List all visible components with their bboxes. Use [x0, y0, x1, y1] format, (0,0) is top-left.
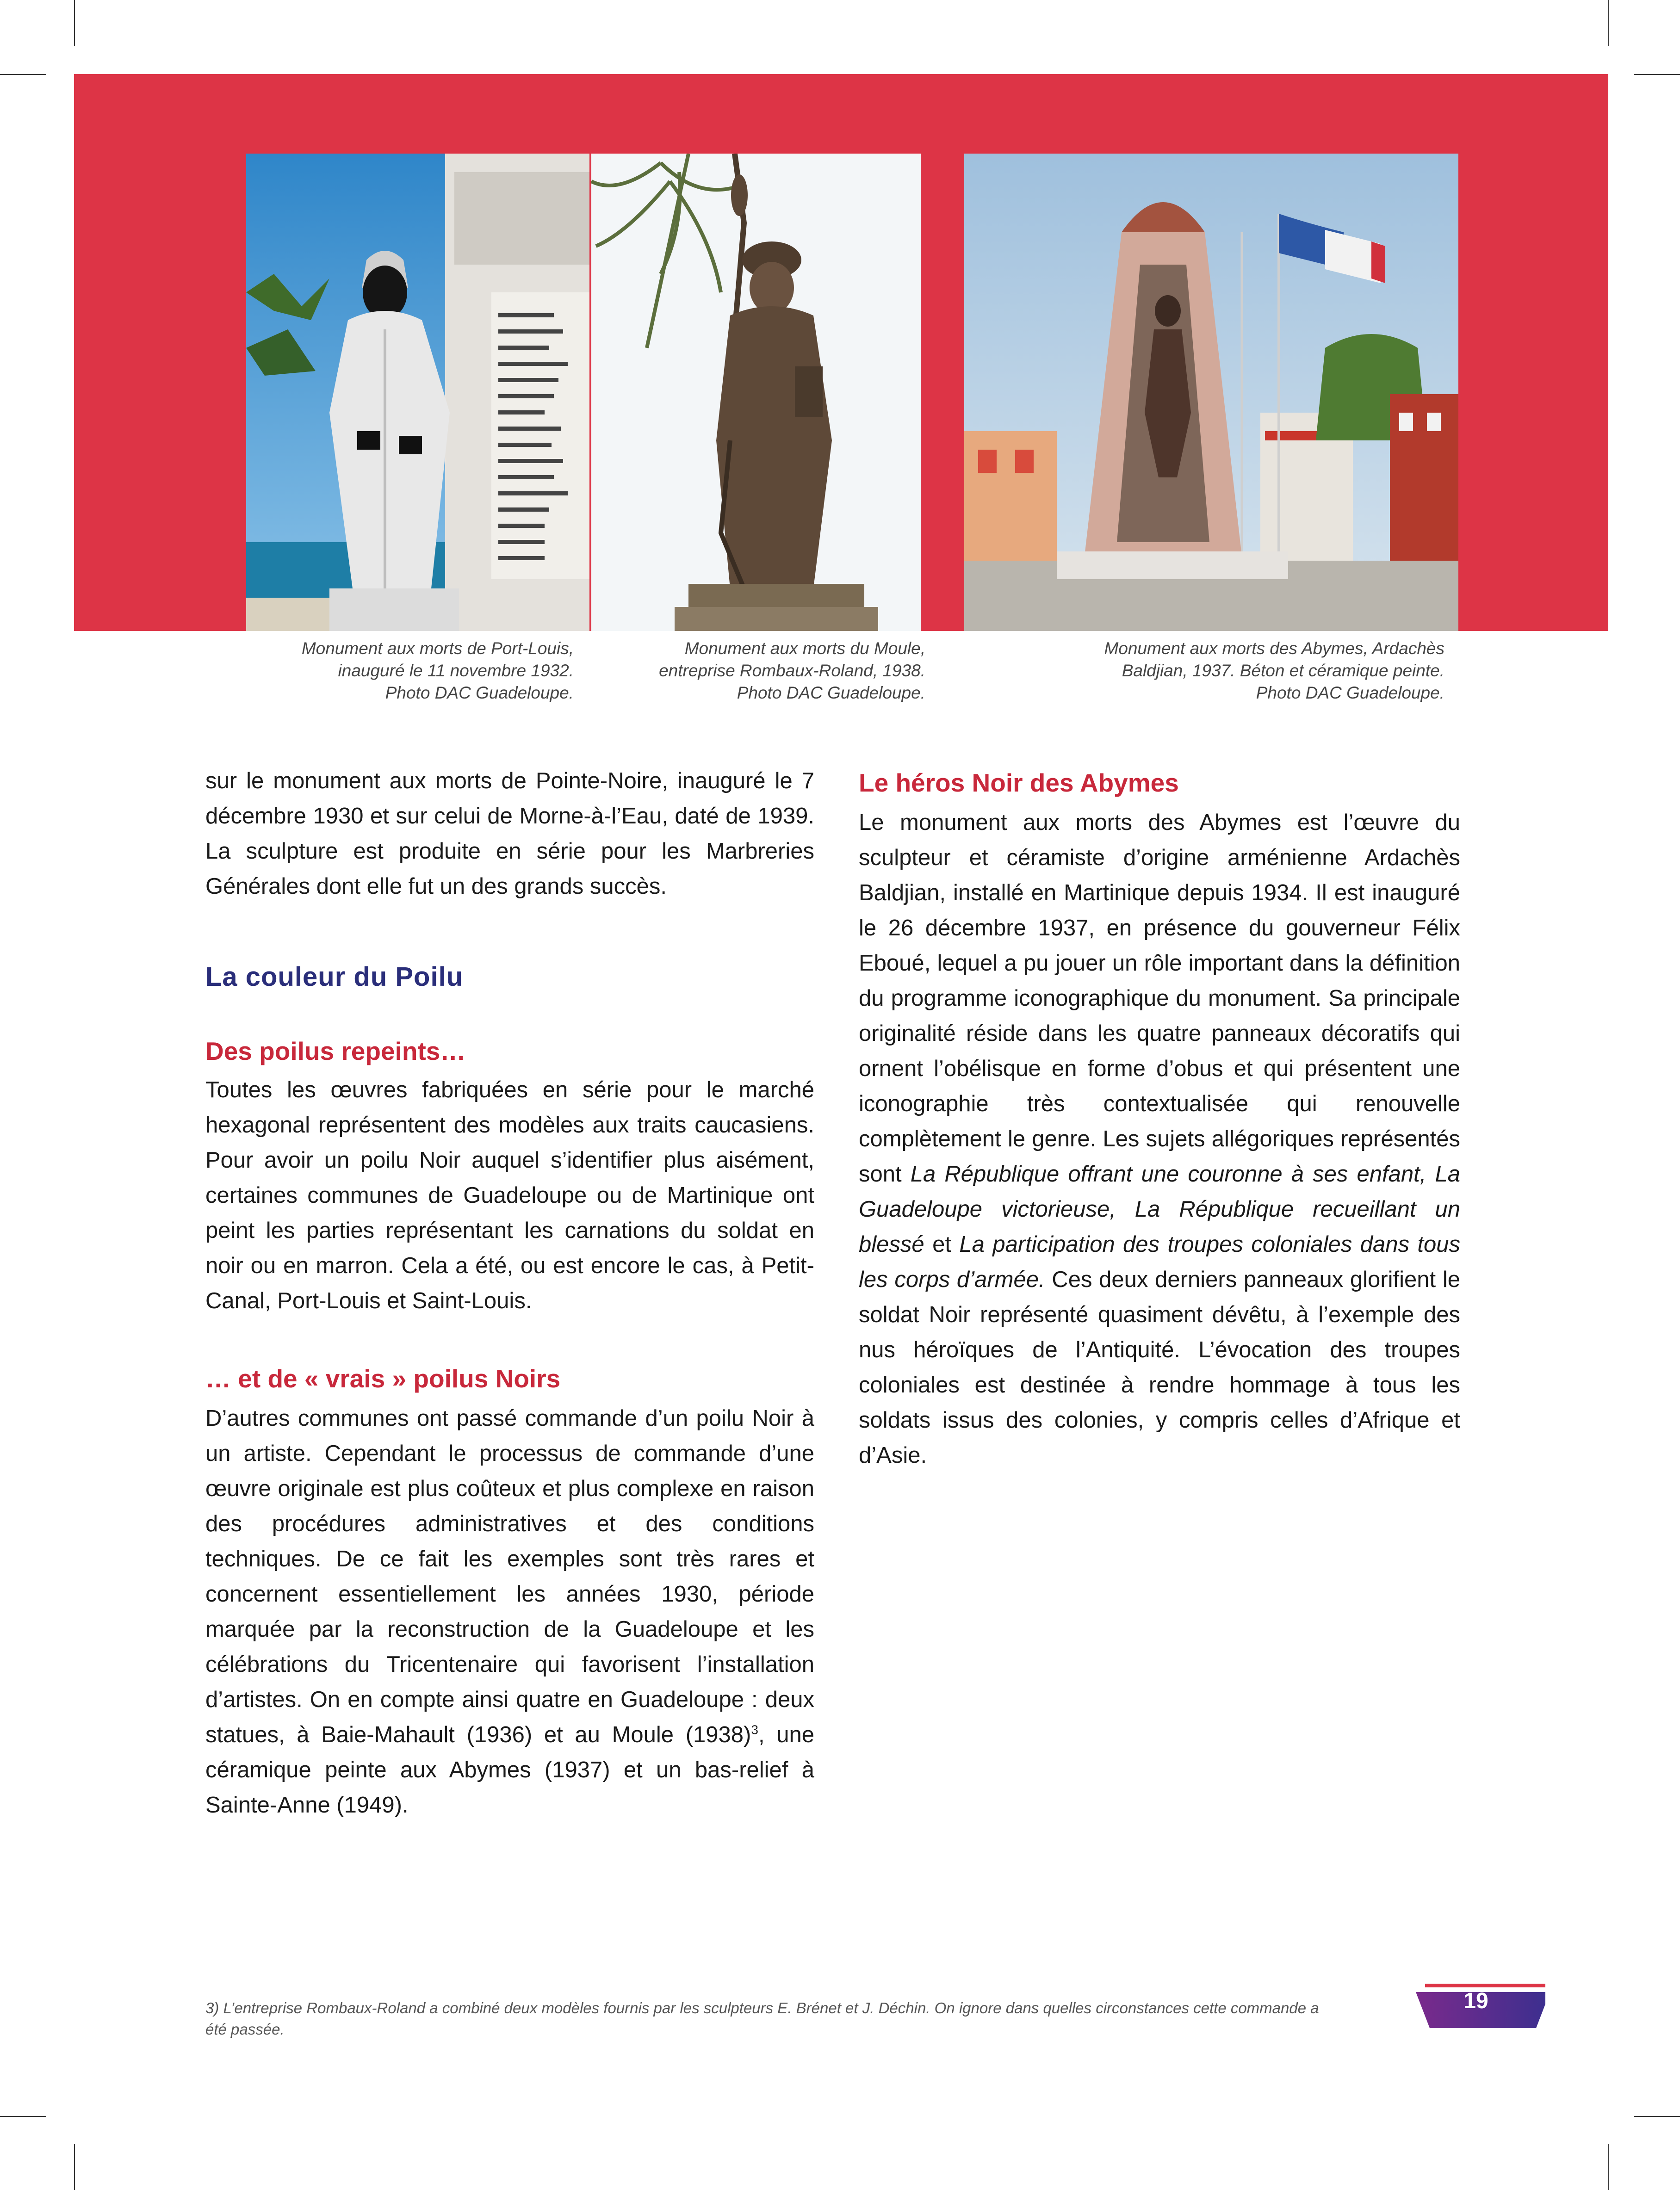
section-title: La couleur du Poilu	[205, 962, 464, 992]
photo-port-louis	[246, 154, 589, 631]
crop-mark	[1608, 0, 1609, 46]
photo-moule	[591, 154, 921, 631]
paragraph: Toutes les œuvres fabriquées en série pour le marché hexagonal représentent des modèles aux traits caucasiens. Pour avoir un poilu Noir auquel s’identifier plus aisément, certaines communes de Guadeloupe ou de Martinique ont peint les parties représentant les carnations du soldat en noir ou en marron. Cela a été, ou est encore le cas, à Petit-Canal, Port-Louis et Saint-Louis.	[205, 1077, 814, 1313]
subsection-text-repainted	[205, 1072, 814, 1318]
left-intro	[205, 763, 814, 904]
crop-mark	[1634, 74, 1680, 75]
caption-port-louis: Monument aux morts de Port-Louis, inauguré le 11 novembre 1932. Photo DAC Guadeloupe.	[301, 639, 574, 702]
paragraph: D’autres communes ont passé commande d’un poilu Noir à un artiste. Cependant le processus de commande d’une œuvre originale est plus coûteux et plus complexe en raison des procédures administratives et des conditions techniques. De ce fait les exemples sont très rares et concernent essentiellement les années 1930, période marquée par la reconstruction de la Guadeloupe et les célébrations du Tricentenaire qui favorisent l’installation d’artistes. On en compte ainsi quatre en Guadeloupe : deux statues, à Baie-Mahault (1936) et au Moule $(1938)^3$, une céramique peinte aux Abymes (1937) et un bas-relief à Sainte-Anne (1949).	[205, 1406, 814, 1818]
crop-mark	[74, 2144, 75, 2190]
crop-mark	[1608, 2144, 1609, 2190]
caption-abymes: Monument aux morts des Abymes, Ardachès Baldjian, 1937. Béton et céramique peinte. Photo DAC Guadeloupe.	[1104, 639, 1444, 702]
crop-mark	[0, 74, 46, 75]
paragraph: Le monument aux morts des Abymes est l’œuvre du sculpteur et céramiste d’origine arménienne Ardachès Baldjian, installé en Martinique depuis 1934. Il est inauguré le 26 décembre 1937, en présence du gouverneur Félix Eboué, lequel a pu jouer un rôle important dans la définition du programme iconographique du monument. Sa principale originalité réside dans les quatre panneaux décoratifs qui ornent l’obélisque en forme d’obus et qui présentent une iconographie très contextualisée qui renouvelle complètement le genre. Les sujets allégoriques représentés sont La République offrant une couronne à ses enfant, La Guadeloupe victorieuse, La République recueillant un blessé et La participation des troupes coloniales dans tous les corps d’armée. Ces deux derniers panneaux glorifient le soldat Noir représenté quasiment dévêtu, à l’exemple des nus héroïques de l’Antiquité. L’évocation des troupes coloniales est destinée à rendre hommage à tous les soldats issus des colonies, y compris celles d’Afrique et d’Asie.	[859, 810, 1461, 1468]
crop-mark	[0, 2116, 46, 2117]
crop-mark	[74, 0, 75, 46]
photo-abymes	[964, 154, 1458, 631]
subsection-title-true-black: … et de « vrais » poilus Noirs	[205, 1364, 561, 1393]
right-section-title: Le héros Noir des Abymes	[859, 768, 1179, 797]
caption-moule: Monument aux morts du Moule, entreprise Rombaux-Roland, 1938. Photo DAC Guadeloupe.	[659, 639, 925, 702]
right-column-text	[859, 805, 1460, 1473]
footnote: 3) L’entreprise Rombaux-Roland a combiné deux modèles fournis par les sculpteurs E. Brénet et J. Déchin. On ignore dans quelles circonstances cette commande a été passée.	[205, 1999, 1319, 2038]
intro-paragraph: sur le monument aux morts de Pointe-Noire, inauguré le 7 décembre 1930 et sur celui de Morne-à-l’Eau, daté de 1939. La sculpture est produite en série pour les Marbreries Générales dont elle fut un des grands succès.	[205, 768, 814, 899]
subsection-text-true-black	[205, 1401, 814, 1823]
footnote-ref: 3	[751, 1722, 758, 1737]
crop-mark	[1634, 2116, 1680, 2117]
page-number: 19	[1463, 1989, 1488, 2013]
subsection-title-repainted: Des poilus repeints…	[205, 1037, 466, 1065]
